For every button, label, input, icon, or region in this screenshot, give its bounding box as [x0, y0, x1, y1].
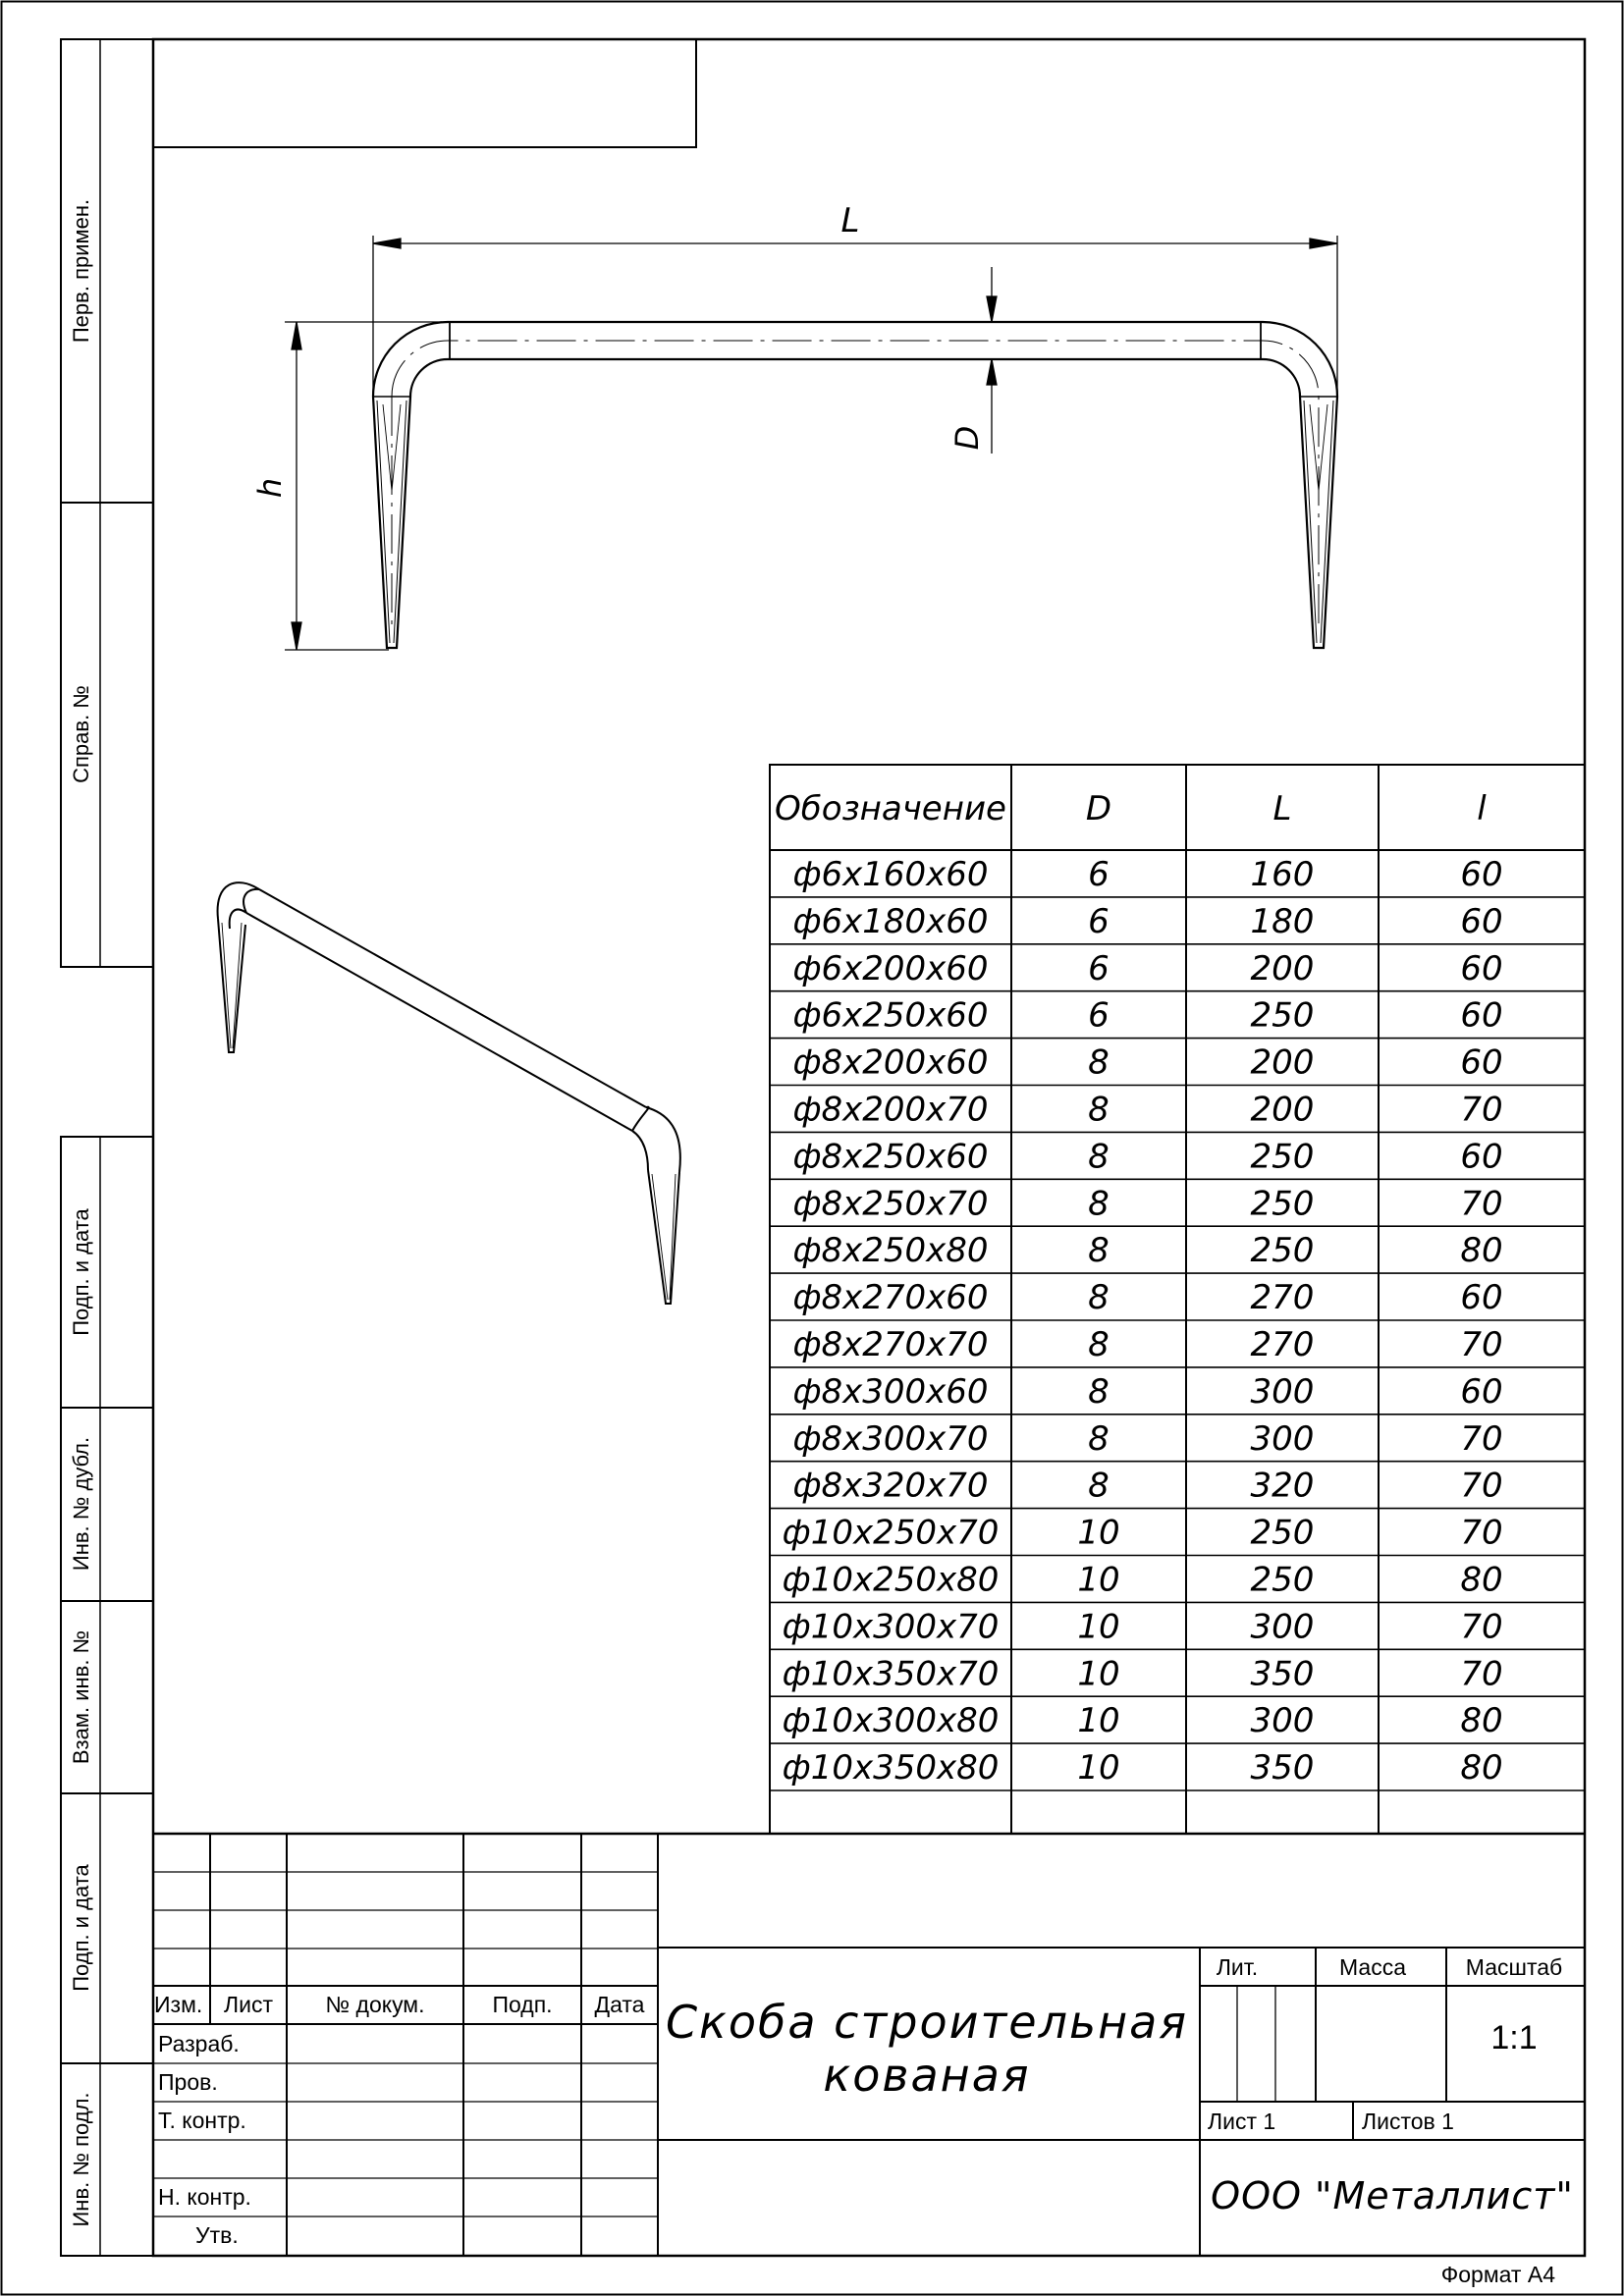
table-cell-l: 60 [1460, 901, 1503, 941]
table-cell-l: 70 [1460, 1466, 1503, 1506]
side-label-vzam-inv: Взам. инв. № [69, 1629, 93, 1765]
table-cell-l: 60 [1460, 995, 1503, 1036]
scale-value: 1:1 [1490, 2019, 1538, 2056]
table-header-oboznachenie: Обозначение [775, 789, 1006, 828]
table-cell-D: 10 [1077, 1748, 1120, 1789]
table-cell-oboznachenie: ф10х350х70 [782, 1654, 1000, 1694]
table-cell-l: 60 [1460, 1278, 1503, 1318]
table-cell-D: 6 [1088, 855, 1110, 894]
table-cell-oboznachenie: ф10х250х70 [782, 1513, 1000, 1553]
table-cell-L: 200 [1250, 1042, 1315, 1083]
table-cell-D: 8 [1088, 1325, 1110, 1364]
table-cell-oboznachenie: ф6х180х60 [792, 901, 989, 941]
table-cell-D: 8 [1088, 1184, 1110, 1224]
table-cell-oboznachenie: ф10х300х70 [782, 1607, 1000, 1647]
sheet-label: Лист 1 [1208, 2109, 1276, 2134]
role-n-kontr: Н. контр. [158, 2184, 251, 2210]
side-label-inv-podl: Инв. № подл. [69, 2092, 93, 2227]
table-header-D: D [1085, 789, 1112, 828]
table-cell-L: 300 [1250, 1418, 1315, 1459]
table-cell-D: 8 [1088, 1278, 1110, 1318]
table-cell-L: 250 [1250, 995, 1315, 1036]
table-cell-oboznachenie: ф10х300х80 [782, 1701, 1000, 1741]
dimension-L [373, 236, 1337, 393]
mass-label: Масса [1338, 1954, 1407, 1980]
table-cell-l: 70 [1460, 1654, 1503, 1694]
table-cell-oboznachenie: ф8х300х60 [792, 1371, 989, 1412]
table-cell-l: 60 [1460, 1137, 1503, 1177]
table-cell-oboznachenie: ф10х250х80 [782, 1560, 1000, 1600]
col-header-data: Дата [594, 1992, 645, 2017]
table-cell-L: 300 [1250, 1607, 1315, 1647]
table-cell-oboznachenie: ф8х270х70 [792, 1325, 989, 1364]
table-cell-l: 70 [1460, 1325, 1503, 1364]
table-cell-l: 60 [1460, 855, 1503, 894]
table-cell-L: 270 [1250, 1278, 1315, 1318]
role-razrab: Разраб. [158, 2031, 240, 2056]
lit-label: Лит. [1216, 1954, 1259, 1980]
table-cell-oboznachenie: ф8х270х60 [792, 1278, 989, 1318]
company-name: ООО "Металлист" [1211, 2174, 1574, 2217]
table-cell-l: 80 [1460, 1560, 1503, 1600]
side-label-sprav-no: Справ. № [69, 685, 93, 783]
role-t-kontr: Т. контр. [158, 2108, 246, 2133]
table-cell-l: 60 [1460, 1042, 1503, 1083]
table-cell-L: 250 [1250, 1513, 1315, 1553]
table-cell-oboznachenie: ф10х350х80 [782, 1748, 1000, 1789]
table-cell-L: 250 [1250, 1184, 1315, 1224]
table-cell-L: 250 [1250, 1560, 1315, 1600]
col-header-podp: Подп. [492, 1992, 553, 2017]
table-cell-oboznachenie: ф8х200х60 [792, 1042, 989, 1083]
table-cell-l: 70 [1460, 1607, 1503, 1647]
table-cell-D: 8 [1088, 1418, 1110, 1459]
table-cell-oboznachenie: ф6х160х60 [792, 855, 989, 894]
table-cell-L: 160 [1250, 855, 1315, 894]
drawing-title-line2: кованая [823, 2049, 1031, 2102]
table-cell-l: 80 [1460, 1231, 1503, 1271]
table-cell-D: 10 [1077, 1701, 1120, 1741]
table-cell-L: 250 [1250, 1231, 1315, 1271]
bracket-front-view [373, 322, 1337, 648]
table-cell-oboznachenie: ф8х200х70 [792, 1090, 989, 1130]
table-cell-L: 250 [1250, 1137, 1315, 1177]
table-cell-D: 10 [1077, 1607, 1120, 1647]
table-cell-l: 60 [1460, 1371, 1503, 1412]
table-cell-l: 80 [1460, 1701, 1503, 1741]
table-cell-D: 8 [1088, 1466, 1110, 1506]
table-cell-L: 200 [1250, 1090, 1315, 1130]
table-cell-D: 8 [1088, 1137, 1110, 1177]
table-cell-oboznachenie: ф8х250х60 [792, 1137, 989, 1177]
bracket-isometric-view [218, 882, 680, 1304]
table-cell-L: 270 [1250, 1325, 1315, 1364]
table-cell-L: 300 [1250, 1701, 1315, 1741]
table-cell-D: 8 [1088, 1231, 1110, 1271]
table-cell-D: 10 [1077, 1560, 1120, 1600]
table-cell-L: 200 [1250, 948, 1315, 988]
dimension-h-label: h [251, 477, 289, 499]
table-cell-oboznachenie: ф8х250х80 [792, 1231, 989, 1271]
role-prov: Пров. [158, 2069, 218, 2095]
table-cell-L: 350 [1250, 1748, 1315, 1789]
drawing-title-line1: Скоба строительная [665, 1996, 1189, 2049]
spec-table [770, 789, 1585, 1790]
col-header-izm: Изм. [154, 1992, 203, 2017]
table-header-l: l [1477, 789, 1487, 828]
dimension-h [285, 322, 442, 650]
table-cell-D: 8 [1088, 1090, 1110, 1130]
sheets-label: Листов 1 [1362, 2109, 1454, 2134]
table-cell-L: 300 [1250, 1371, 1315, 1412]
col-header-list: Лист [224, 1992, 273, 2017]
dimension-D-label: D [948, 425, 986, 451]
table-cell-D: 6 [1088, 901, 1110, 941]
dimension-L-label: L [840, 201, 860, 240]
table-cell-oboznachenie: ф8х320х70 [792, 1466, 989, 1506]
top-left-box [153, 39, 696, 147]
table-cell-D: 10 [1077, 1513, 1120, 1553]
table-cell-l: 70 [1460, 1418, 1503, 1459]
side-label-perv-primen: Перв. примен. [69, 198, 93, 344]
table-cell-l: 60 [1460, 948, 1503, 988]
table-cell-L: 350 [1250, 1654, 1315, 1694]
table-cell-l: 70 [1460, 1513, 1503, 1553]
side-label-inv-dubl: Инв. № дубл. [69, 1436, 93, 1572]
table-cell-D: 8 [1088, 1371, 1110, 1412]
side-label-podp-data-1: Подп. и дата [69, 1208, 93, 1336]
table-cell-oboznachenie: ф6х250х60 [792, 995, 989, 1036]
table-cell-l: 80 [1460, 1748, 1503, 1789]
table-cell-D: 8 [1088, 1042, 1110, 1083]
table-cell-oboznachenie: ф6х200х60 [792, 948, 989, 988]
col-header-dokum: № докум. [325, 1992, 425, 2017]
side-label-podp-data-2: Подп. и дата [69, 1864, 93, 1992]
scale-label: Масштаб [1465, 1954, 1563, 1980]
format-label: Формат А4 [1440, 2262, 1555, 2287]
table-cell-D: 10 [1077, 1654, 1120, 1694]
table-cell-l: 70 [1460, 1184, 1503, 1224]
table-cell-oboznachenie: ф8х300х70 [792, 1418, 989, 1459]
table-cell-L: 180 [1250, 901, 1315, 941]
table-header-L: L [1272, 789, 1292, 828]
table-cell-l: 70 [1460, 1090, 1503, 1130]
table-cell-D: 6 [1088, 948, 1110, 988]
table-cell-D: 6 [1088, 995, 1110, 1036]
table-cell-L: 320 [1250, 1466, 1315, 1506]
role-utv: Утв. [195, 2222, 239, 2248]
table-cell-oboznachenie: ф8х250х70 [792, 1184, 989, 1224]
